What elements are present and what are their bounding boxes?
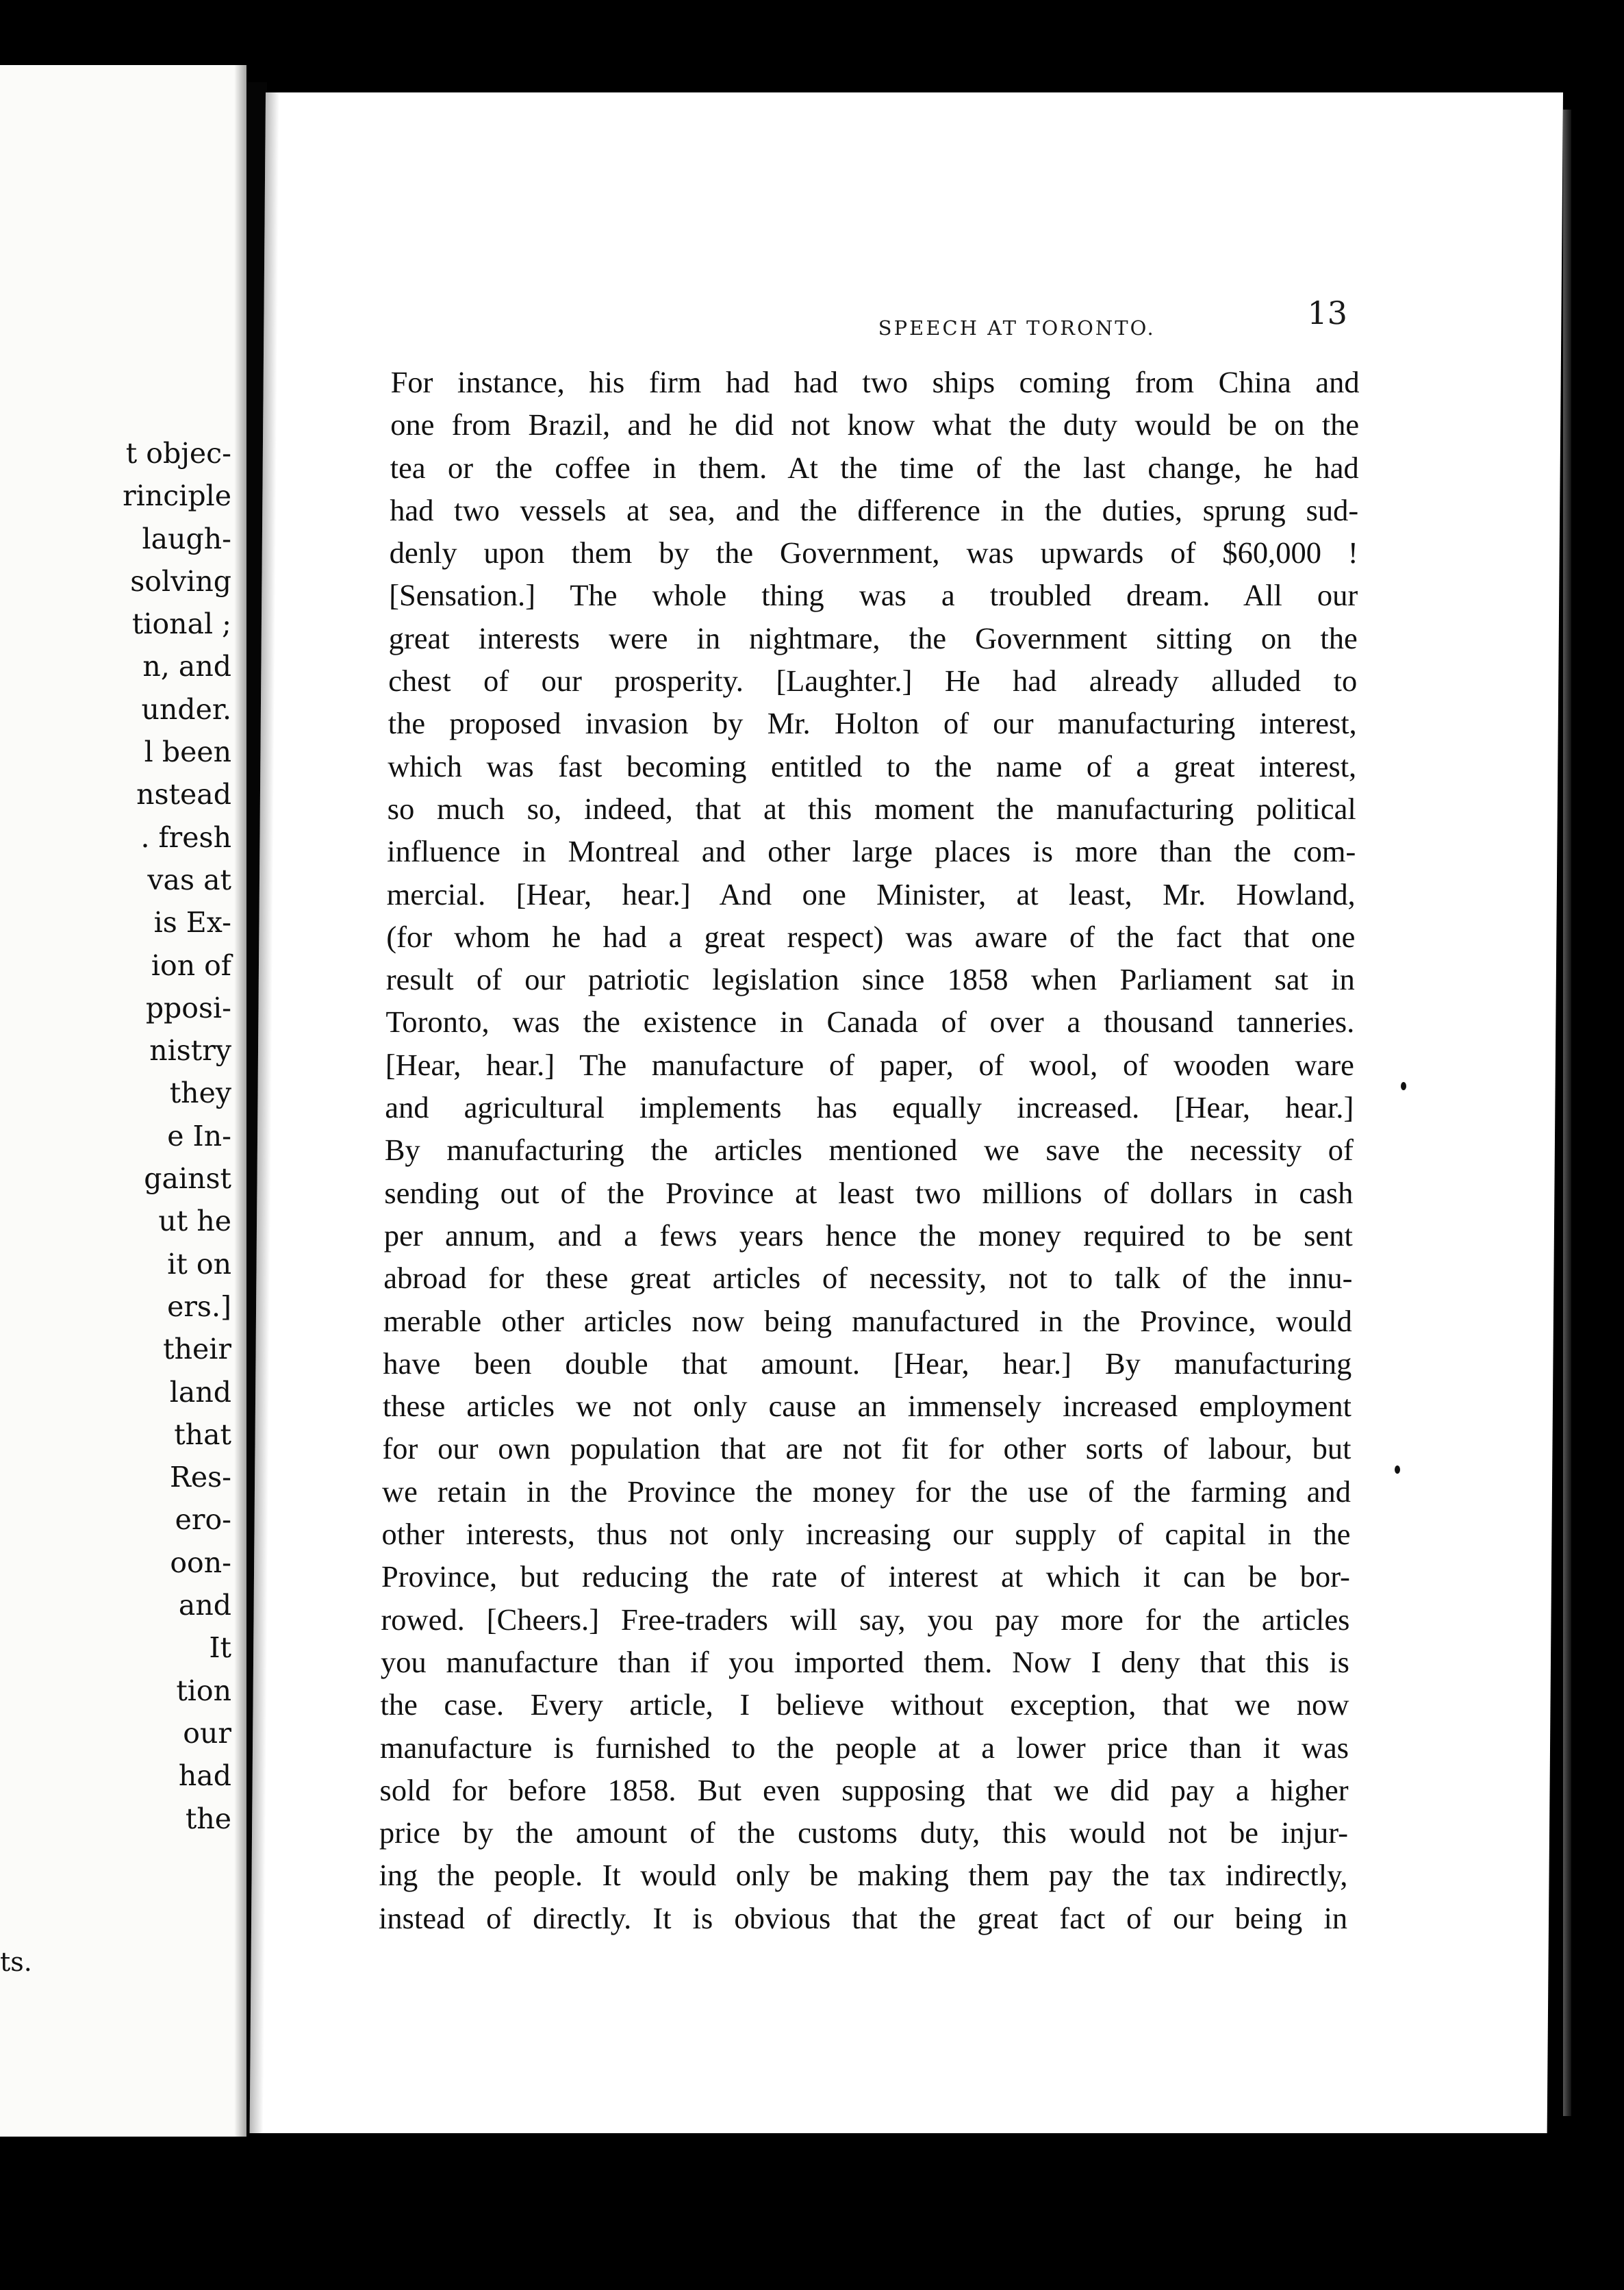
text-line: manufacture is furnished to the people at a lower price than it was [379, 1730, 1349, 1765]
left-facing-page [0, 65, 246, 2137]
text-line: tea or the coffee in them. At the time of the last change, he had [390, 450, 1359, 485]
left-text-fragment: ion of [151, 948, 231, 982]
left-text-fragment: t objec- [125, 437, 231, 470]
text-line: other interests, thus not only increasing our supply of capital in the [381, 1517, 1351, 1552]
text-line: influence in Montreal and other large places is more than the com- [387, 834, 1356, 869]
left-text-fragment: their [163, 1333, 231, 1366]
left-text-fragment: under. [141, 692, 231, 726]
running-head: SPEECH AT TORONTO. [878, 316, 1156, 340]
left-text-fragment: ers.] [167, 1289, 231, 1323]
left-text-fragment: laugh- [142, 522, 231, 555]
text-line: sold for before 1858. But even supposing that we did pay a higher [379, 1772, 1349, 1807]
text-line: price by the amount of the customs duty, this would not be injur- [379, 1815, 1349, 1850]
body-paragraph [379, 361, 1360, 1939]
text-line: for our own population that are not fit for other sorts of labour, but [382, 1431, 1352, 1466]
left-text-fragment: our [183, 1716, 231, 1750]
left-text-fragment: e In- [167, 1119, 231, 1153]
right-page [250, 92, 1563, 2133]
text-line: we retain in the Province the money for the use of the farming and [381, 1474, 1352, 1509]
scan-speck [1401, 1082, 1406, 1090]
text-line: one from Brazil, and he did not know what the duty would be on the [390, 407, 1360, 442]
left-text-fragment: rinciple [123, 479, 231, 513]
text-line: result of our patriotic legislation since 1858 when Parliament sat in [385, 962, 1356, 997]
left-text-fragment: oon- [170, 1546, 231, 1579]
left-text-fragment: that [174, 1418, 231, 1451]
left-text-fragment: is Ex- [153, 906, 231, 940]
left-text-fragment: pposi- [145, 991, 231, 1024]
text-line: you manufacture than if you imported them. Now I deny that this is [380, 1644, 1350, 1679]
text-line: Toronto, was the existence in Canada of over a thousand tanneries. [385, 1005, 1355, 1040]
text-line: By manufacturing the articles mentioned we save the necessity of [384, 1133, 1354, 1168]
text-line: instead of directly. It is obvious that the great fact of our being in [378, 1900, 1348, 1935]
scan-speck [1395, 1465, 1400, 1474]
left-text-fragment: Res- [169, 1461, 231, 1494]
text-line: [Hear, hear.] The manufacture of paper, of wool, of wooden ware [385, 1047, 1355, 1082]
text-line: denly upon them by the Government, was upwards of $60,000 ! [389, 536, 1358, 570]
text-line: which was fast becoming entitled to the name of a great interest, [388, 748, 1357, 783]
left-text-fragment: they [169, 1077, 231, 1110]
text-line: the case. Every article, I believe without exception, that we now [380, 1687, 1349, 1722]
text-line: For instance, his firm had had two ships coming from China and [390, 365, 1360, 399]
left-text-fragment: vas at [147, 863, 231, 896]
left-text-fragment: n, and [142, 650, 231, 683]
left-text-fragment: tional ; [131, 607, 231, 641]
left-gutter-shadow [234, 65, 246, 2137]
left-text-fragment: nstead [136, 778, 231, 811]
text-line: (for whom he had a great respect) was aware of the fact that one [386, 919, 1356, 954]
left-text-fragment: l been [144, 735, 231, 769]
left-text-fragment: ut he [158, 1205, 231, 1238]
text-line: great interests were in nightmare, the Government sitting on the [388, 620, 1358, 655]
left-page-text-fragments [123, 432, 231, 1840]
left-text-fragment: ero- [175, 1503, 231, 1537]
page-edge-shadow [1563, 110, 1571, 2116]
left-text-fragment: solving [130, 564, 231, 598]
left-text-fragment: gainst [144, 1162, 231, 1196]
text-line: and agricultural implements has equally increased. [Hear, hear.] [385, 1090, 1354, 1125]
text-line: abroad for these great articles of necessity, not to talk of the innu- [383, 1261, 1353, 1296]
text-line: had two vessels at sea, and the difference in the duties, sprung sud- [390, 492, 1359, 527]
left-text-fragment: . fresh [140, 820, 231, 854]
text-line: mercial. [Hear, hear.] And one Minister, at least, Mr. Howland, [386, 877, 1356, 911]
left-text-fragment: tion [176, 1674, 231, 1707]
left-text-fragment: land [169, 1375, 231, 1409]
text-line: chest of our prosperity. [Laughter.] He had already alluded to [388, 664, 1358, 699]
page-number: 13 [1307, 294, 1348, 331]
left-page-footer-fragment: ts. [0, 1947, 32, 1977]
text-line: these articles we not only cause an immensely increased employment [382, 1389, 1352, 1424]
left-text-fragment: had [178, 1759, 231, 1793]
left-text-fragment: It [209, 1631, 231, 1665]
text-line: so much so, indeed, that at this moment the manufacturing political [387, 791, 1356, 826]
left-text-fragment: nistry [149, 1034, 231, 1068]
left-text-fragment: it on [167, 1247, 231, 1281]
left-text-fragment: the [185, 1802, 231, 1835]
text-line: per annum, and a fews years hence the money required to be sent [383, 1218, 1354, 1253]
text-line: have been double that amount. [Hear, hear.] By manufacturing [383, 1346, 1352, 1381]
text-line: merable other articles now being manufactured in the Province, would [383, 1303, 1353, 1338]
text-line: ing the people. It would only be making them pay the tax indirectly, [379, 1858, 1348, 1893]
text-line: Province, but reducing the rate of interest at which it can be bor- [381, 1559, 1351, 1594]
text-line: rowed. [Cheers.] Free-traders will say, you pay more for the articles [381, 1602, 1350, 1637]
left-text-fragment: and [178, 1589, 231, 1622]
text-line: the proposed invasion by Mr. Holton of our manufacturing interest, [388, 706, 1357, 741]
text-line: [Sensation.] The whole thing was a troubled dream. All our [389, 578, 1358, 613]
text-line: sending out of the Province at least two millions of dollars in cash [384, 1175, 1354, 1210]
